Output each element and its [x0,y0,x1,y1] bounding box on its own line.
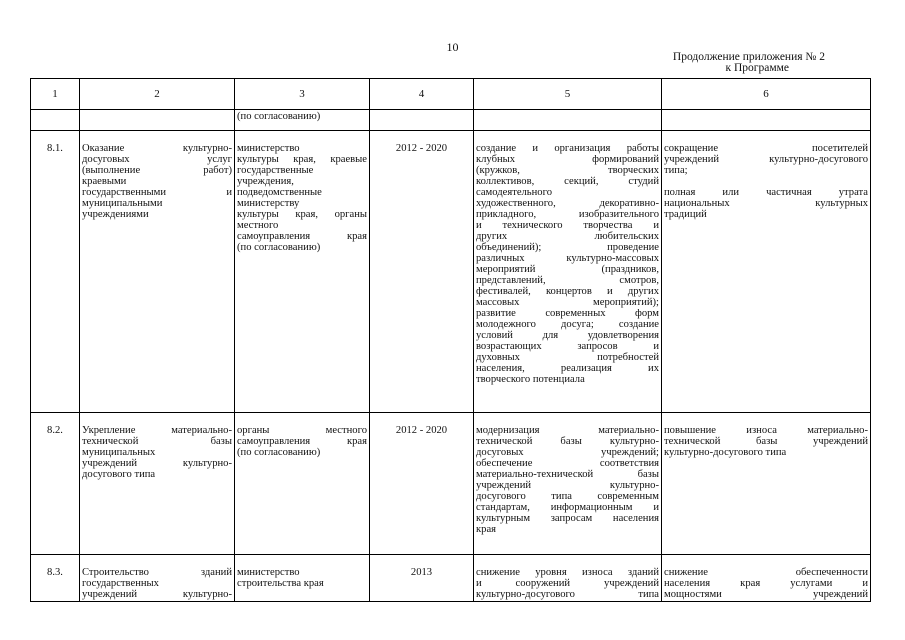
text-line: (по согласованию) [237,242,321,253]
text-line: органы местного [237,425,367,436]
years-cell: 2012 - 2020 [370,131,474,413]
text-line: традиций [664,209,707,220]
text-line: культуры края, органы [237,209,367,220]
row-number: 8.1. [31,131,80,413]
text-line: муниципальными [82,198,163,209]
text-line: молодежного досуга; создание [476,319,659,330]
executor-cell [235,555,370,602]
text-line: учреждений культурно- [476,480,659,491]
text-line: художественного, декоративно- [476,198,659,209]
text-line: различных культурно-массовых [476,253,659,264]
table-cell [80,110,235,131]
consequence-para [664,143,868,176]
text-line: обеспечение соответствия [476,458,659,469]
text-line: и сооружений учреждений [476,578,659,589]
table-cell [662,110,871,131]
row-number: 8.3. [31,555,80,602]
text-line: мероприятий (праздников, [476,264,659,275]
result-cell [474,555,662,602]
text-line: краевыми [82,176,127,187]
text-line: фестивалей, концертов и других [476,286,659,297]
text-line: самоуправления края [237,231,367,242]
text-line: творческого потенциала [476,374,585,385]
text-line: материально-технической базы [476,469,659,480]
table-cell [370,110,474,131]
text-line: края [476,524,497,535]
text-line: досуговых услуг [82,154,232,165]
text-line: учреждений культурно- [82,589,232,600]
executor-cell [235,413,370,555]
text-line: снижение уровня износа зданий [476,567,659,578]
text-line: и технического творчества и [476,220,659,231]
text-line: возрастающих запросов и [476,341,659,352]
text-line: стандартам, информационным и [476,502,659,513]
page-number: 10 [446,40,459,54]
text-line: объединений); проведение [476,242,659,253]
text-line: учреждениями [82,209,149,220]
table-cell: (по согласованию) [235,110,370,131]
text-line: других любительских [476,231,659,242]
text-line: представлений, смотров, [476,275,659,286]
row-number: 8.2. [31,413,80,555]
text-line: массовых мероприятий); [476,297,659,308]
text-line: учреждения, [237,176,294,187]
activity-cell [80,131,235,413]
text-line: типа; [664,165,688,176]
text-line: (по согласованию) [237,447,321,458]
table-row [31,555,871,602]
consequence-para [664,187,868,220]
text-line: создание и организация работы [476,143,659,154]
text-line: сокращение посетителей [664,143,868,154]
header-cell: 2 [80,79,235,110]
table-row [31,413,871,555]
continuation-line-1: Продолжение приложения № 2 [672,51,825,63]
text-line: технической базы культурно- [476,436,659,447]
text-line: культуры края, краевые [237,154,367,165]
text-line: подведомственные [237,187,322,198]
text-line: мощностями учреждений [664,589,868,600]
text-line: (кружков, творческих [476,165,659,176]
text-line: технической базы [82,436,232,447]
text-line: духовных потребностей [476,352,659,363]
consequence-cell [662,131,871,413]
continuation-line-2: к Программе [725,62,789,74]
text-line: учреждений культурно- [82,458,232,469]
years-cell: 2013 [370,555,474,602]
text-line: модернизация материально- [476,425,659,436]
text-line: министерству [237,198,300,209]
years-cell: 2012 - 2020 [370,413,474,555]
text-line: повышение износа материально- [664,425,868,436]
header-cell: 5 [474,79,662,110]
table-header-row [31,79,871,110]
header-cell: 4 [370,79,474,110]
text-line: государственных [82,578,159,589]
consequence-para [664,567,868,600]
text-line: населения, реализация их [476,363,659,374]
text-line: досугового типа современным [476,491,659,502]
continuation-row [31,110,871,131]
text-line: Строительство зданий [82,567,232,578]
text-line: национальных культурных [664,198,868,209]
text-line: министерство [237,143,300,154]
text-line: Оказание культурно- [82,143,232,154]
result-cell [474,413,662,555]
text-line: коллективов, секций, студий [476,176,659,187]
text-line: министерство [237,567,300,578]
activity-cell [80,413,235,555]
text-line: развитие современных форм [476,308,659,319]
text-line: муниципальных [82,447,156,458]
activity-cell [80,555,235,602]
program-table [30,78,871,602]
header-cell: 6 [662,79,871,110]
result-cell [474,131,662,413]
continuation-note [600,52,825,74]
consequence-para [664,425,868,458]
consequence-cell [662,413,871,555]
executor-cell [235,131,370,413]
text-line: культурно-досугового типа [664,447,787,458]
text-line: государственными и [82,187,232,198]
text-line: учреждений культурно-досугового [664,154,868,165]
text-line: (выполнение работ) [82,165,232,176]
text-line: строительства края [237,578,324,589]
consequence-cell [662,555,871,602]
text-line: прикладного, изобразительного [476,209,659,220]
text-line: условий для удовлетворения [476,330,659,341]
text-line: досуговых учреждений; [476,447,659,458]
text-line: полная или частичная утрата [664,187,868,198]
header-cell: 1 [31,79,80,110]
text-line: самоуправления края [237,436,367,447]
text-line: культурным запросам населения [476,513,659,524]
table-row [31,131,871,413]
text-line: клубных формирований [476,154,659,165]
text-line: культурно-досугового типа [476,589,659,600]
table-cell [31,110,80,131]
header-cell: 3 [235,79,370,110]
text-line: местного [237,220,279,231]
text-line: населения края услугами и [664,578,868,589]
text-line: технической базы учреждений [664,436,868,447]
text-line: снижение обеспеченности [664,567,868,578]
table-cell [474,110,662,131]
text-line: самодеятельного [476,187,552,198]
text-line: государственные [237,165,314,176]
text-line: Укрепление материально- [82,425,232,436]
text-line: досугового типа [82,469,156,480]
